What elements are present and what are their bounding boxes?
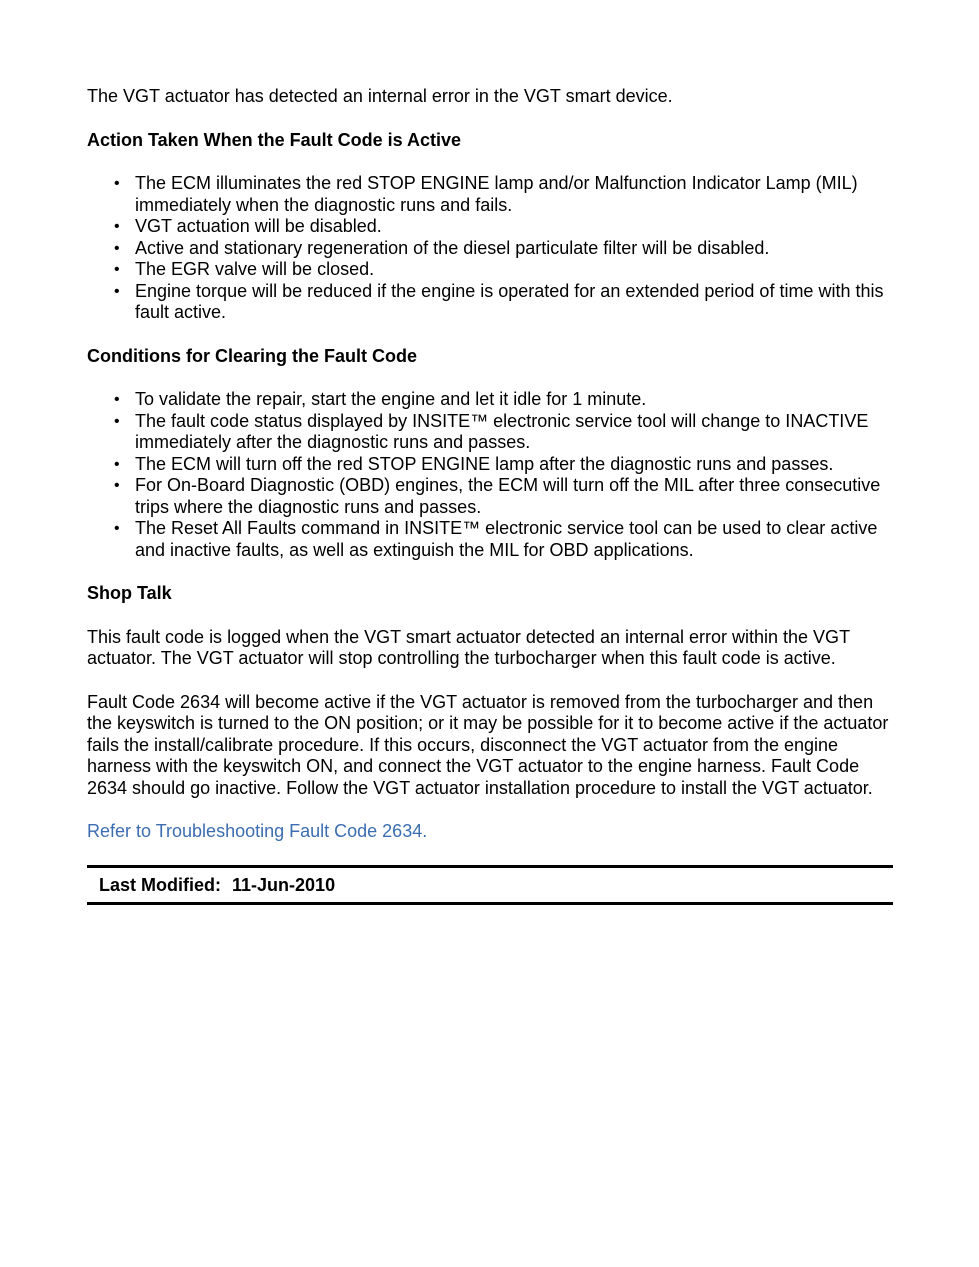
list-item: • Engine torque will be reduced if the engine is operated for an extended period of time with this fault active. bbox=[87, 281, 893, 324]
heading-action-taken: Action Taken When the Fault Code is Active bbox=[87, 129, 462, 150]
list-item: • The fault code status displayed by INSITE™ electronic service tool will change to INACTIVE immediately after the diagnostic runs and passes. bbox=[87, 411, 893, 454]
list-item: • To validate the repair, start the engine and let it idle for 1 minute. bbox=[87, 389, 893, 411]
list-item: • The Reset All Faults command in INSITE™ electronic service tool can be used to clear active and inactive faults, as well as extinguish the MIL for OBD applications. bbox=[87, 518, 893, 561]
shop-talk-paragraph: This fault code is logged when the VGT smart actuator detected an internal error within the VGT actuator. The VGT actuator will stop controlling the turbocharger when this fault code is active. bbox=[87, 626, 850, 668]
clearing-conditions-list bbox=[87, 389, 893, 561]
last-modified-label: Last Modified: bbox=[99, 874, 221, 895]
intro-text: The VGT actuator has detected an internal error in the VGT smart device. bbox=[87, 86, 673, 106]
list-item: • The ECM illuminates the red STOP ENGINE lamp and/or Malfunction Indicator Lamp (MIL) immediately when the diagnostic runs and fails. bbox=[87, 173, 893, 216]
list-item: • The EGR valve will be closed. bbox=[87, 259, 893, 281]
heading-shop-talk: Shop Talk bbox=[87, 583, 172, 603]
heading-clearing-conditions: Conditions for Clearing the Fault Code bbox=[87, 345, 417, 366]
shop-talk-paragraph: Fault Code 2634 will become active if the VGT actuator is removed from the turbocharger and then the keyswitch is turned to the ON position; or it may be possible for it to become active if the actuator fails the install/calibrate procedure. If this occurs, disconnect the VGT actuator from the engine harness with the keyswitch ON, and connect the VGT actuator to the engine harness. Fault Code 2634 should go inactive. Follow the VGT actuator installation procedure to install the VGT actuator. bbox=[87, 691, 889, 798]
list-item: • Active and stationary regeneration of the diesel particulate filter will be disabled. bbox=[87, 238, 893, 260]
action-taken-list bbox=[87, 173, 893, 324]
list-item: • The ECM will turn off the red STOP ENGINE lamp after the diagnostic runs and passes. bbox=[87, 454, 893, 476]
last-modified-date: 11-Jun-2010 bbox=[232, 874, 336, 895]
document-body bbox=[87, 86, 893, 905]
list-item: • VGT actuation will be disabled. bbox=[87, 216, 893, 238]
troubleshooting-link[interactable]: Refer to Troubleshooting Fault Code 2634. bbox=[87, 821, 428, 841]
last-modified-bar bbox=[87, 865, 893, 906]
list-item: • For On-Board Diagnostic (OBD) engines, the ECM will turn off the MIL after three consecutive trips where the diagnostic runs and passes. bbox=[87, 475, 893, 518]
